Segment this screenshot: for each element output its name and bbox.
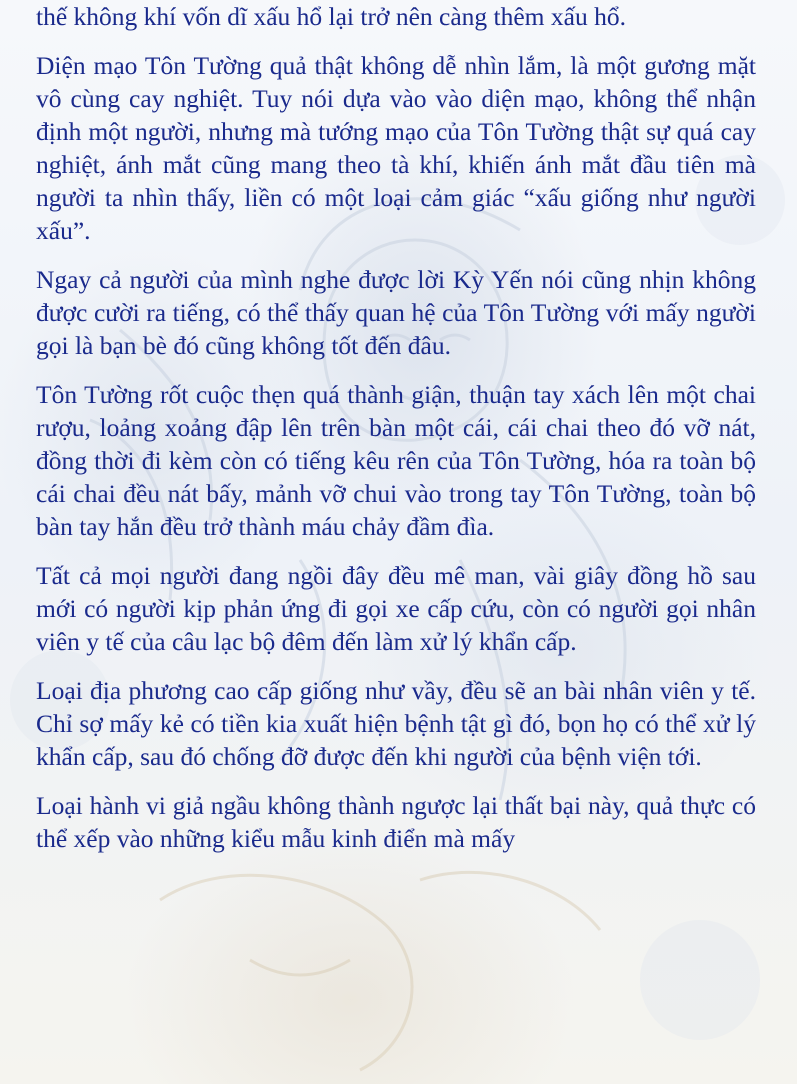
paragraph-7: Loại hành vi giả ngầu không thành ngược lại thất bại này, quả thực có thể xếp vào những kiểu mẫu kinh điển mà mấy — [36, 791, 756, 853]
paragraph-2: Diện mạo Tôn Tường quả thật không dễ nhìn lắm, là một gương mặt vô cùng cay nghiệt. Tuy nói dựa vào vào diện mạo, không thể nhận định một người, nhưng mà tướng mạo của Tôn Tường thật sự quá cay nghiệt, ánh mắt cũng mang theo tà khí, khiến ánh mắt đầu tiên mà người ta nhìn thấy, liền có một loại cảm giác “xấu giống như người xấu”. — [36, 51, 756, 245]
paragraph-1: thế không khí vốn dĩ xấu hổ lại trở nên càng thêm xấu hổ. — [36, 2, 626, 31]
paragraph-4: Tôn Tường rốt cuộc thẹn quá thành giận, thuận tay xách lên một chai rượu, loảng xoảng đập lên trên bàn một cái, cái chai theo đó vỡ nát, đồng thời đi kèm còn có tiếng kêu rên của Tôn Tường, hóa ra toàn bộ cái chai đều nát bấy, mảnh vỡ chui vào trong tay Tôn Tường, toàn bộ bàn tay hắn đều trở thành máu chảy đầm đìa. — [36, 380, 756, 541]
paragraph-3: Ngay cả người của mình nghe được lời Kỳ Yến nói cũng nhịn không được cười ra tiếng, có thể thấy quan hệ của Tôn Tường với mấy người gọi là bạn bè đó cũng không tốt đến đâu. — [36, 265, 756, 360]
paragraph-6: Loại địa phương cao cấp giống như vầy, đều sẽ an bài nhân viên y tế. Chỉ sợ mấy kẻ có tiền kia xuất hiện bệnh tật gì đó, bọn họ có thể xử lý khẩn cấp, sau đó chống đỡ được đến khi người của bệnh viện tới. — [36, 676, 756, 771]
paragraph-5: Tất cả mọi người đang ngồi đây đều mê man, vài giây đồng hồ sau mới có người kịp phản ứng đi gọi xe cấp cứu, còn có người gọi nhân viên y tế của câu lạc bộ đêm đến làm xử lý khẩn cấp. — [36, 561, 756, 656]
story-text — [36, 0, 756, 871]
